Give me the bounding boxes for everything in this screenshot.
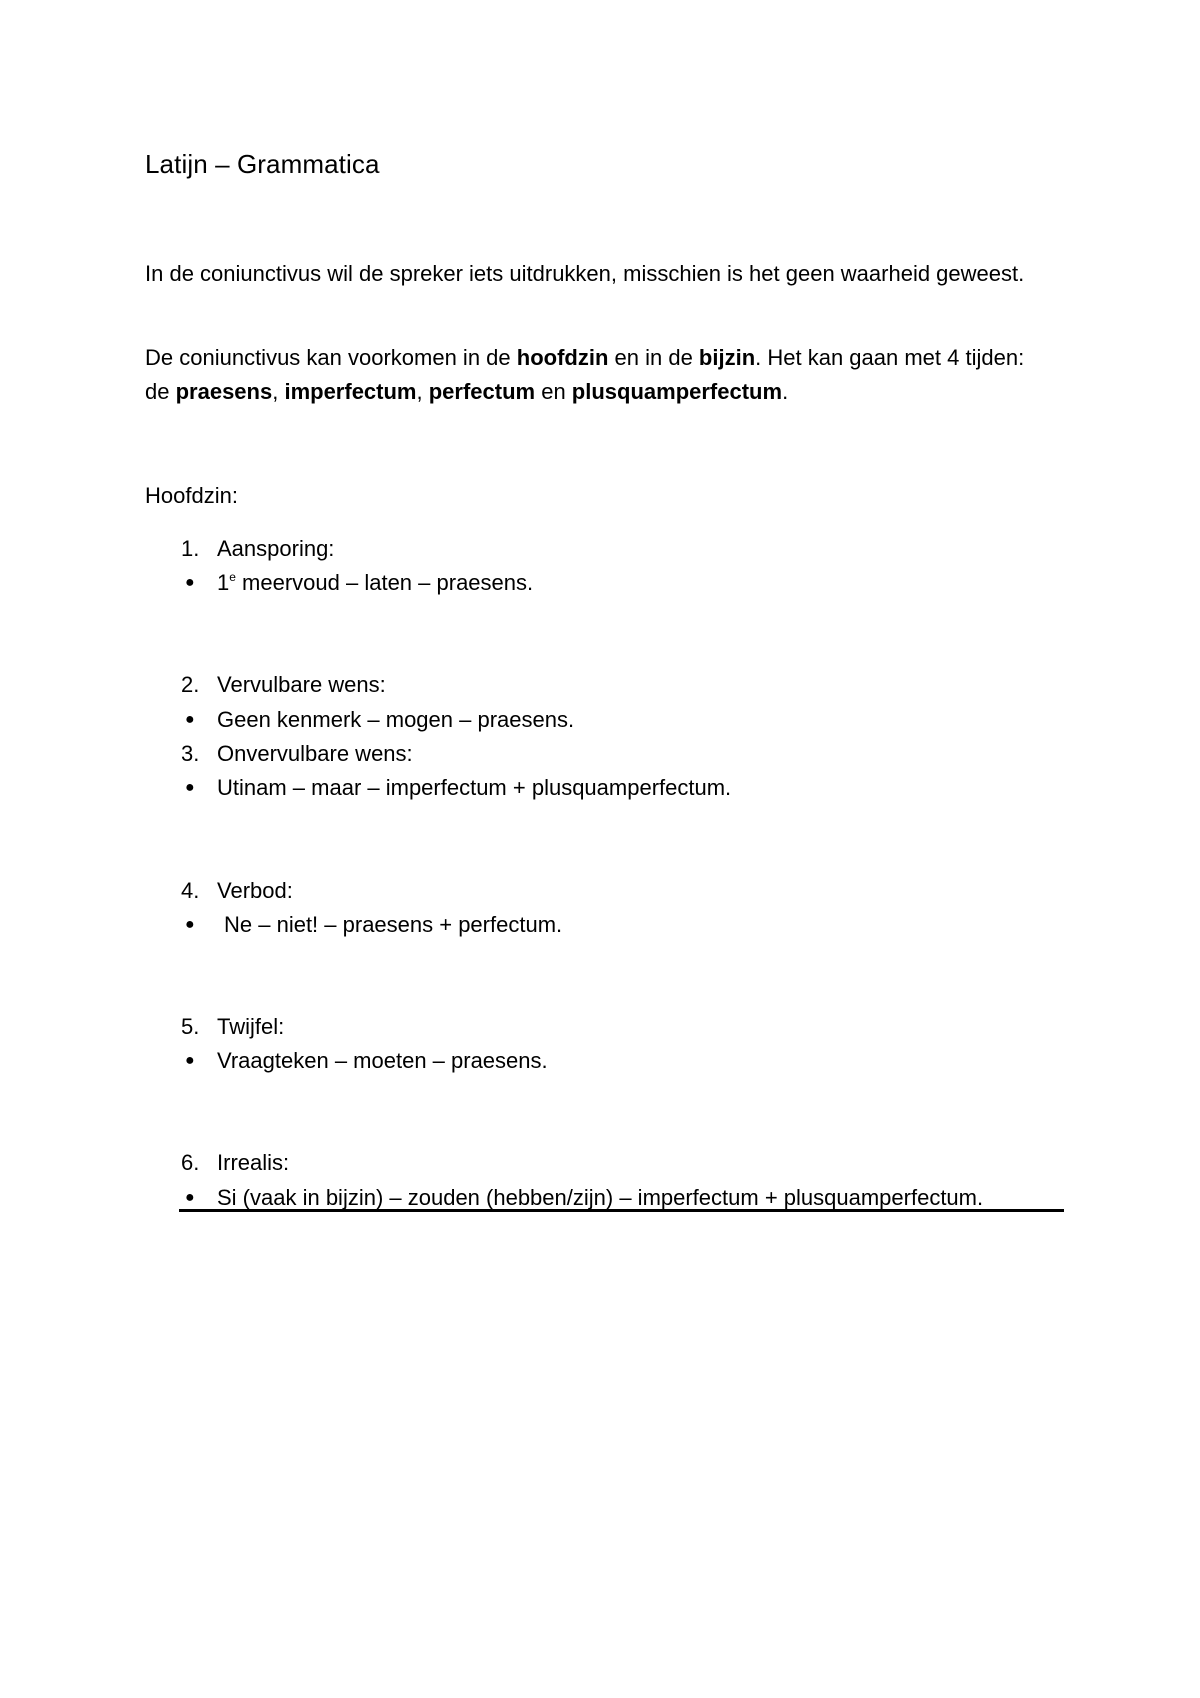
intro-text: , bbox=[272, 379, 285, 404]
bold-term-perfectum: perfectum bbox=[428, 379, 536, 404]
intro-paragraph-2 bbox=[145, 341, 1045, 409]
bullet-text: Si (vaak in bijzin) – zouden (hebben/zijn) – imperfectum + plusquamperfectum. bbox=[217, 1185, 984, 1210]
numbered-item bbox=[145, 532, 1065, 566]
bullet-item bbox=[145, 566, 1065, 600]
item-label: Vervulbare wens: bbox=[217, 672, 386, 697]
bold-term-imperfectum: imperfectum bbox=[284, 379, 417, 404]
bullet-item bbox=[145, 1044, 1065, 1078]
bold-term-bijzin: bijzin bbox=[698, 345, 756, 370]
item-number: 6. bbox=[181, 1150, 200, 1175]
intro-text: . Het kan gaan met 4 tijden: de bbox=[145, 345, 1025, 404]
bullet-text: Geen kenmerk – mogen – praesens. bbox=[217, 707, 575, 732]
bullet-text-part: 1 bbox=[217, 570, 230, 595]
numbered-item bbox=[145, 1146, 1065, 1180]
item-label: Aansporing: bbox=[217, 536, 335, 561]
numbered-item bbox=[145, 737, 1065, 771]
intro-paragraph-1: In de coniunctivus wil de spreker iets uitdrukken, misschien is het geen waarheid geweest. bbox=[145, 261, 1025, 286]
bold-term-praesens: praesens bbox=[175, 379, 273, 404]
item-label: Verbod: bbox=[217, 878, 293, 903]
numbered-item bbox=[145, 1010, 1065, 1044]
item-label: Twijfel: bbox=[217, 1014, 285, 1039]
intro-text: en bbox=[535, 379, 572, 404]
item-label: Irrealis: bbox=[217, 1150, 290, 1175]
bullet-text-part: meervoud – laten – praesens. bbox=[235, 570, 534, 595]
horizontal-rule bbox=[179, 1209, 1064, 1212]
intro-text: en in de bbox=[608, 345, 699, 370]
bullet-icon: ● bbox=[185, 711, 195, 728]
bullet-item bbox=[145, 908, 1065, 942]
bullet-icon: ● bbox=[185, 779, 195, 796]
section-label-hoofdzin: Hoofdzin: bbox=[145, 483, 238, 508]
item-label: Onvervulbare wens: bbox=[217, 741, 413, 766]
bullet-text: Utinam – maar – imperfectum + plusquamperfectum. bbox=[217, 775, 732, 800]
item-number: 1. bbox=[181, 536, 200, 561]
item-number: 4. bbox=[181, 878, 200, 903]
bullet-icon: ● bbox=[185, 1189, 195, 1206]
item-number: 3. bbox=[181, 741, 200, 766]
intro-text: De coniunctivus kan voorkomen in de bbox=[145, 345, 517, 370]
intro-text: . bbox=[782, 379, 789, 404]
intro-text: , bbox=[416, 379, 429, 404]
bullet-item bbox=[145, 703, 1065, 737]
bullet-icon: ● bbox=[185, 916, 195, 933]
bullet-icon: ● bbox=[185, 1052, 195, 1069]
bullet-text: Vraagteken – moeten – praesens. bbox=[217, 1048, 548, 1073]
item-number: 5. bbox=[181, 1014, 200, 1039]
bullet-text bbox=[217, 566, 533, 600]
document-title: Latijn – Grammatica bbox=[145, 149, 380, 179]
bullet-text: Ne – niet! – praesens + perfectum. bbox=[224, 912, 563, 937]
numbered-item bbox=[145, 668, 1065, 702]
item-number: 2. bbox=[181, 672, 200, 697]
superscript: e bbox=[229, 570, 236, 584]
numbered-item bbox=[145, 874, 1065, 908]
bold-term-plusquamperfectum: plusquamperfectum bbox=[571, 379, 783, 404]
bullet-item bbox=[145, 771, 1065, 805]
bold-term-hoofdzin: hoofdzin bbox=[516, 345, 609, 370]
bullet-icon: ● bbox=[185, 574, 195, 591]
